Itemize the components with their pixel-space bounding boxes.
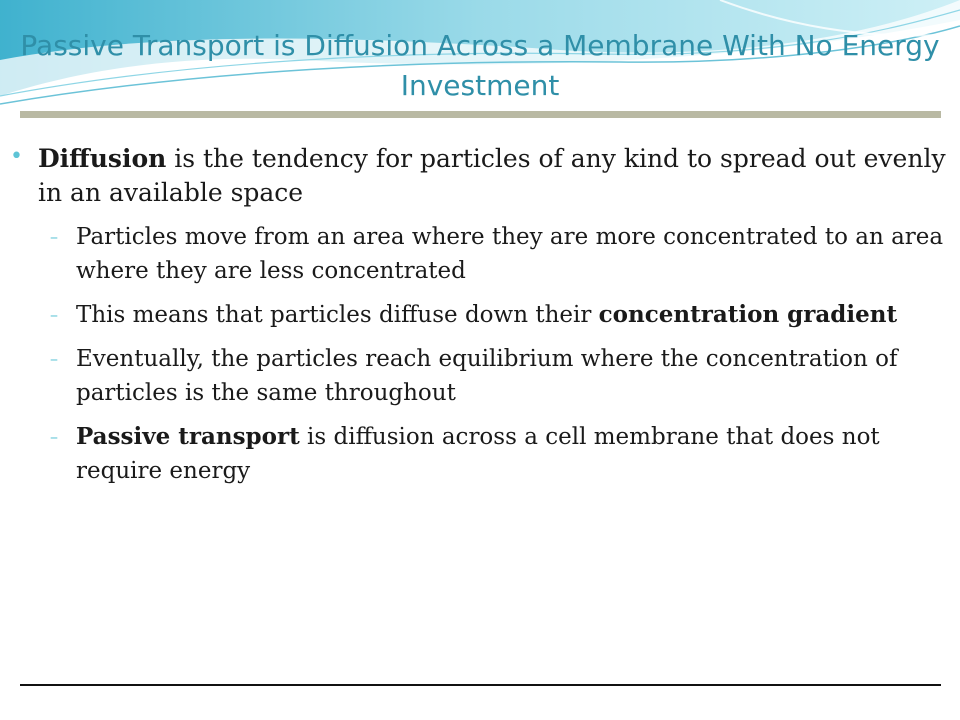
sub-bullet-text: Particles move from an area where they are more concentrated to an area where they are less concentrated (76, 224, 944, 284)
main-bullet-bold: Diffusion (38, 144, 167, 173)
slide-content (0, 142, 960, 488)
sub-bullet (0, 420, 960, 488)
title-divider (20, 111, 941, 118)
sub-bullet (0, 298, 960, 332)
dash-icon: – (50, 227, 58, 246)
sub-bullet (0, 342, 960, 410)
dash-icon: – (50, 305, 58, 324)
sub-bullet-bold: concentration gradient (598, 301, 898, 328)
slide-title: Passive Transport is Diffusion Across a Membrane With No Energy Investment (20, 29, 940, 102)
footer-divider (20, 684, 941, 686)
sub-bullet-text: This means that particles diffuse down their (76, 302, 599, 328)
sub-bullet-text: Eventually, the particles reach equilibrium where the concentration of particles is the same throughout (76, 346, 898, 406)
sub-bullet (0, 220, 960, 288)
sub-bullet-bold: Passive transport (76, 423, 300, 450)
main-bullet-text: is the tendency for particles of any kind to spread out evenly in an available space (38, 144, 946, 207)
dash-icon: – (50, 427, 58, 446)
main-bullet (0, 142, 960, 210)
bullet-dot-icon: • (10, 144, 23, 169)
dash-icon: – (50, 349, 58, 368)
sub-bullet-text: is diffusion across a cell membrane that does not require energy (76, 424, 880, 484)
